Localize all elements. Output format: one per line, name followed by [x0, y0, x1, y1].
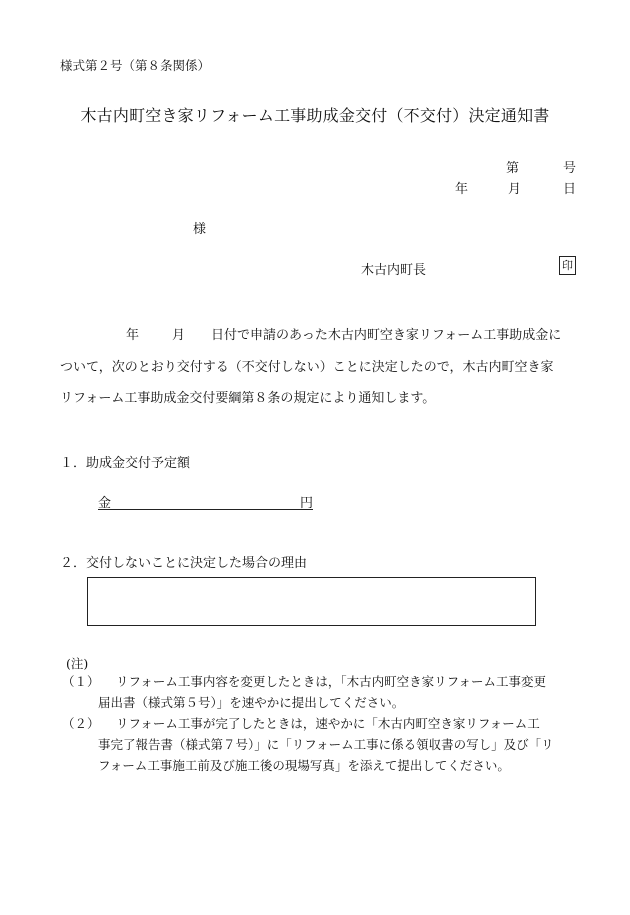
reference-dai-label: 第 — [506, 161, 520, 176]
note-2-line-3: フォーム工事施工前及び施工後の現場写真」を添えて提出してください。 — [98, 758, 510, 773]
note-item — [62, 713, 580, 776]
date-month-label: 月 — [508, 182, 522, 197]
note-2-number: （２） — [62, 716, 100, 731]
issuer-name: 木古内町長 — [361, 263, 427, 278]
note-2-row-2 — [62, 734, 580, 755]
note-1-line-2: 届出書（様式第５号）」を速やかに提出してください。 — [98, 695, 405, 710]
notes-heading: (注) — [66, 656, 89, 671]
amount-kin-label: 金 — [98, 496, 112, 511]
note-1-number: （１） — [62, 674, 100, 689]
note-2-line-1: リフォーム工事が完了したときは，速やかに「木古内町空き家リフォーム工 — [116, 716, 540, 731]
body-line-1 — [60, 320, 578, 352]
body-line-2: ついて，次のとおり交付する（不交付しない）ことに決定したので，木古内町空き家 — [60, 359, 554, 375]
date-year-label: 年 — [455, 182, 469, 197]
note-1-row-1 — [62, 671, 580, 692]
reference-go-label: 号 — [563, 161, 577, 176]
recipient-honorific: 様 — [193, 222, 207, 237]
notice-body — [60, 320, 578, 415]
note-2-row-1 — [62, 713, 580, 734]
form-number: 様式第２号（第８条関係） — [60, 58, 211, 73]
section-2-heading: ２．交付しないことに決定した場合の理由 — [60, 556, 308, 571]
amount-yen-label: 円 — [299, 496, 313, 511]
note-2-line-2: 事完了報告書（様式第７号）」に「リフォーム工事に係る領収書の写し」及び「リ — [98, 737, 554, 752]
note-1-row-2 — [62, 692, 580, 713]
note-item — [62, 671, 580, 713]
body-year-label: 年 — [126, 328, 140, 343]
body-line-3: リフォーム工事助成金交付要綱第８条の規定により通知します。 — [60, 391, 436, 406]
body-month-label: 月 — [172, 328, 186, 343]
body-line-1-text: 日付で申請のあった木古内町空き家リフォーム工事助成金に — [211, 328, 562, 343]
reason-field[interactable] — [87, 577, 536, 626]
date-day-label: 日 — [563, 182, 577, 197]
note-2-row-3 — [62, 755, 580, 776]
seal-mark: 印 — [559, 256, 576, 275]
section-1-heading: １．助成金交付予定額 — [60, 456, 191, 471]
document-title: 木古内町空き家リフォーム工事助成金交付（不交付）決定通知書 — [80, 106, 550, 125]
amount-field[interactable] — [98, 492, 313, 510]
note-1-line-1: リフォーム工事内容を変更したときは，「木古内町空き家リフォーム工事変更 — [116, 674, 547, 689]
